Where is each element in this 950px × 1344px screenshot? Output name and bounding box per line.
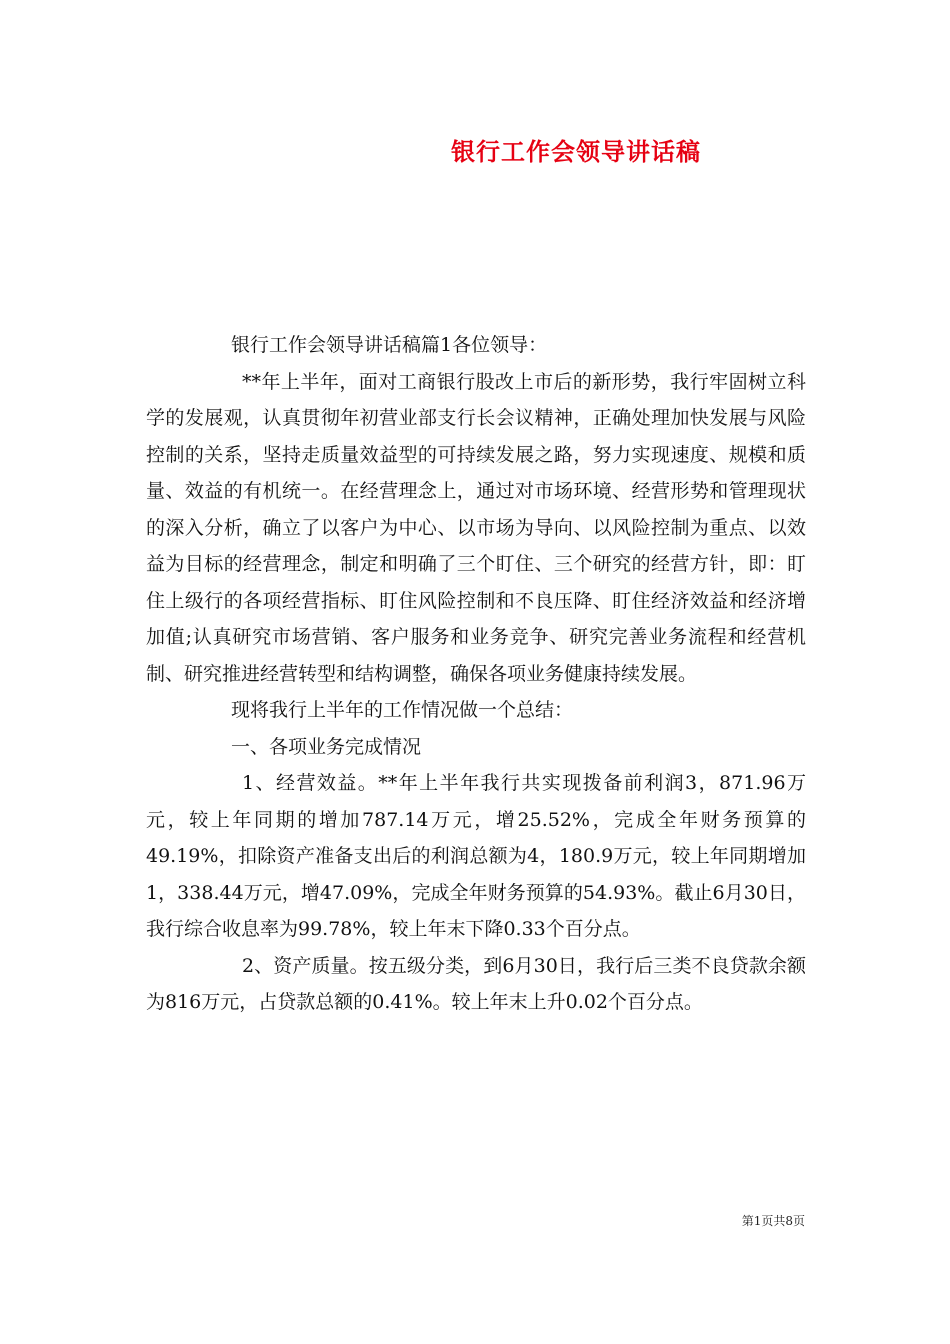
- page-number: 第1页共8页: [741, 1214, 805, 1228]
- document-body: [146, 327, 806, 1021]
- paragraph-asset-quality: 2、资产质量。按五级分类，到6月30日，我行后三类不良贷款余额为816万元，占贷款总额的0.41%。较上年末上升0.02个百分点。: [146, 954, 806, 1013]
- paragraph-overview: **年上半年，面对工商银行股改上市后的新形势，我行牢固树立科学的发展观，认真贯彻年初营业部支行长会议精神，正确处理加快发展与风险控制的关系，坚持走质量效益型的可持续发展之路，努力实现速度、规模和质量、效益的有机统一。在经营理念上，通过对市场环境、经营形势和管理现状的深入分析，确立了以客户为中心、以市场为导向、以风险控制为重点、以效益为目标的经营理念，制定和明确了三个盯住、三个研究的经营方针，即：盯住上级行的各项经营指标、盯住风险控制和不良压降、盯住经济效益和经济增加值;认真研究市场营销、客户服务和业务竞争、研究完善业务流程和经营机制、研究推进经营转型和结构调整，确保各项业务健康持续发展。: [146, 370, 806, 685]
- paragraph-summary-intro: 现将我行上半年的工作情况做一个总结：: [231, 699, 574, 721]
- section-heading-business: 一、各项业务完成情况: [231, 735, 422, 758]
- paragraph-operating-profit: 1、经营效益。**年上半年我行共实现拨备前利润3，871.96万元，较上年同期的增加787.14万元，增25.52%，完成全年财务预算的49.19%，扣除资产准备支出后的利润总额为4，180.9万元，较上年同期增加1，338.44万元，增47.09%，完成全年财务预算的54.93%。截止6月30日，我行综合收息率为99.78%，较上年末下降0.33个百分点。: [146, 772, 806, 940]
- paragraph-greeting: 银行工作会领导讲话稿篇1各位领导：: [231, 334, 548, 356]
- document-title: 银行工作会领导讲话稿: [451, 137, 701, 166]
